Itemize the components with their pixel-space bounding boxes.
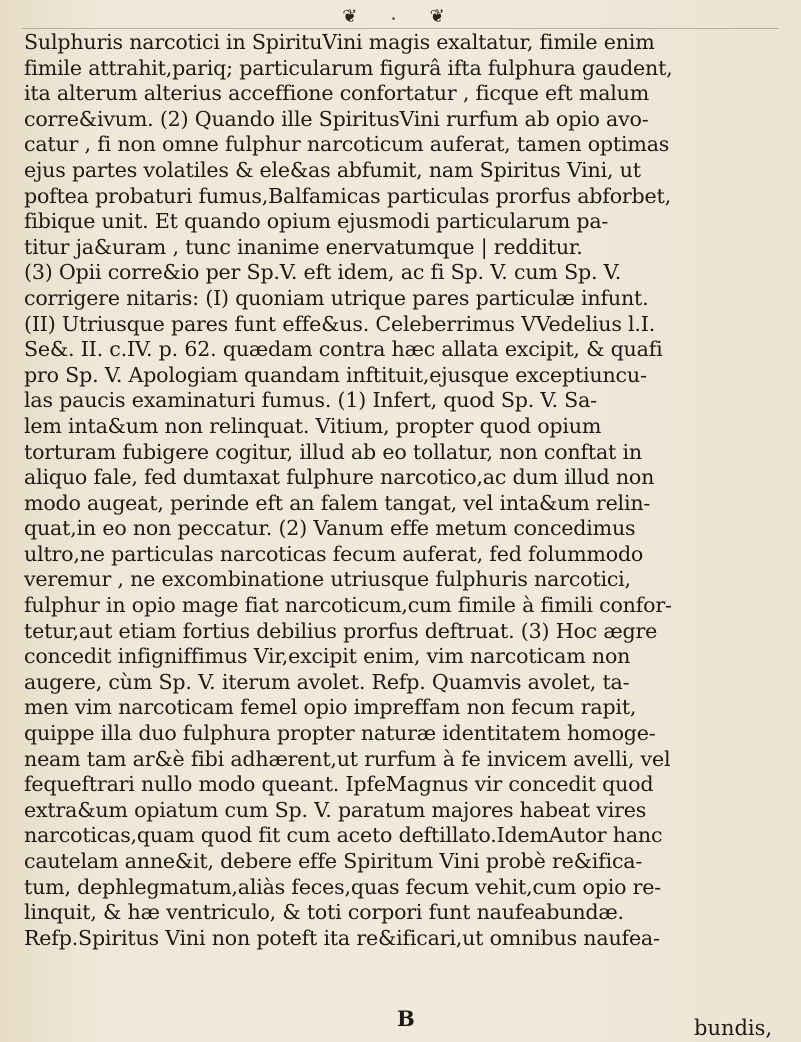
text-line: neam tam ar&è fibi adhærent,ut rurfum à fe invicem avelli, vel [24,746,671,771]
text-line: Se&. II. c.IV. p. 62. quædam contra hæc allata excipit, & quafi [24,337,663,362]
text-line: (3) Opii corre&io per Sp.V. eft idem, ac fi Sp. V. cum Sp. V. [24,260,622,285]
text-line: aliquo fale, fed dumtaxat fulphure narcotico,ac dum illud non [24,465,655,490]
text-line: men vim narcoticam femel opio impreffam non fecum rapit, [24,695,637,720]
header-ornament: ❦ ⸳ ❦ [342,6,459,27]
text-line: ejus partes volatiles & ele&as abfumit, nam Spiritus Vini, ut [24,157,641,182]
text-line: veremur , ne excombinatione utriusque fulphuris narcotici, [24,567,631,592]
text-line: cautelam anne&it, debere effe Spiritum Vini probè re&ifica- [24,849,643,873]
text-line: las paucis examinaturi fumus. (1) Infert, quod Sp. V. Sa- [24,388,597,413]
signature-mark: B [397,1006,415,1031]
text-line: concedit infigniffimus Vir,excipit enim, vim narcoticam non [24,644,631,669]
text-line: Sulphuris narcotici in SpirituVini magis exaltatur, fimile enim [24,30,655,54]
text-line: ultro,ne particulas narcoticas fecum auferat, fed folummodo [24,541,644,566]
text-line: poftea probaturi fumus,Balfamicas particulas prorfus abforbet, [24,183,671,208]
text-line: fibique unit. Et quando opium ejusmodi particularum pa- [24,209,609,234]
text-line: fimile attrahit,pariq; particularum figurâ ifta fulphura gaudent, [24,55,673,80]
text-line: quippe illa duo fulphura propter naturæ identitatem homoge- [24,721,656,746]
text-line: torturam fubigere cogitur, illud ab eo tollatur, non conftat in [24,439,642,464]
text-line: extra&um opiatum cum Sp. V. paratum majores habeat vires [24,797,647,822]
text-line: modo augeat, perinde eft an falem tangat, vel inta&um relin- [24,490,651,515]
text-line: linquit, & hæ ventriculo, & toti corpori funt naufeabundæ. [24,900,624,925]
catchword: bundis, [694,1016,773,1040]
text-line: (II) Utriusque pares funt effe&us. Celeberrimus VVedelius l.I. [24,311,656,336]
text-line: lem inta&um non relinquat. Vitium, propter quod opium [24,413,602,438]
body-text [24,30,776,951]
text-line: fequeftrari nullo modo queant. IpfeMagnus vir concedit quod [24,772,654,797]
text-line: titur ja&uram , tunc inanime enervatumque | redditur. [24,234,583,259]
text-line: tetur,aut etiam fortius debilius prorfus deftruat. (3) Hoc ægre [24,618,658,643]
text-line: corrigere nitaris: (I) quoniam utrique pares particulæ infunt. [24,285,649,310]
text-line: ita alterum alterius acceffione confortatur , ficque eft malum [24,81,650,106]
text-line: Refp.Spiritus Vini non poteft ita re&ificari,ut omnibus naufea- [24,925,660,950]
text-line: catur , fi non omne fulphur narcoticum auferat, tamen optimas [24,132,670,157]
text-line: fulphur in opio mage fiat narcoticum,cum fimile à fimili confor- [24,593,672,618]
text-line: narcoticas,quam quod fit cum aceto deftillato.IdemAutor hanc [24,823,663,848]
header-rule [22,28,778,29]
text-line: tum, dephlegmatum,aliàs feces,quas fecum vehit,cum opio re- [24,874,662,899]
text-line: quat,in eo non peccatur. (2) Vanum effe metum concedimus [24,516,636,541]
text-line: pro Sp. V. Apologiam quandam inftituit,ejusque exceptiuncu- [24,362,647,387]
text-line: corre&ivum. (2) Quando ille SpiritusVini rurfum ab opio avo- [24,106,649,131]
text-line: augere, cùm Sp. V. iterum avolet. Refp. Quamvis avolet, ta- [24,669,630,694]
